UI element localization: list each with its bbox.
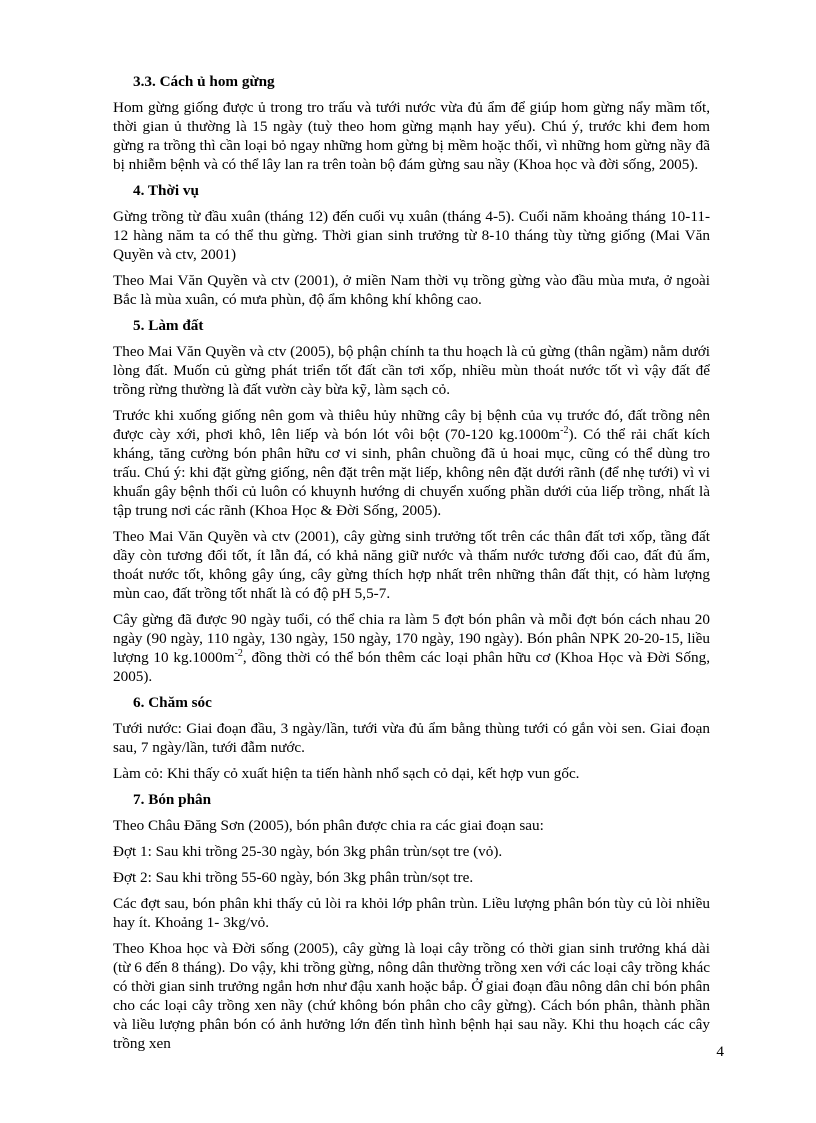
paragraph: Theo Mai Văn Quyền và ctv (2001), cây gừng sinh trưởng tốt trên các thân đất tơi xốp, tầng đất dầy còn tương đối tốt, ít lẫn đá, có khả năng giữ nước và thấm nước tương đối cao, đất đủ ẩm, thoát nước tốt, không gây úng, cây gừng thích hợp nhất trên những thân đất thịt, có hàm lượng mùn cao, đất trồng tốt nhất là có độ pH 5,5-7. (113, 528, 710, 602)
superscript: -2 (234, 647, 243, 659)
paragraph: Hom gừng giống được ủ trong tro trấu và tưới nước vừa đủ ẩm để giúp hom gừng nẩy mầm tốt, thời gian ủ thường là 15 ngày (tuỳ theo hom gừng mạnh hay yếu). Chú ý, trước khi đem hom gừng ra trồng thì cần loại bỏ ngay những hom gừng bị mềm hoặc thối, vì những hom gừng nầy đã bị nhiễm bệnh và có thể lây lan ra trên toàn bộ đám gừng sau nầy (Khoa học và đời sống, 2005). (113, 99, 710, 173)
section-3-3 (113, 72, 710, 174)
paragraph: Tưới nước: Giai đoạn đầu, 3 ngày/lần, tưới vừa đủ ẩm bằng thùng tưới có gắn vòi sen. Giai đoạn sau, 7 ngày/lần, tưới đẫm nước. (113, 720, 710, 756)
section-heading: 4. Thời vụ (133, 182, 199, 199)
page-number: 4 (716, 1043, 724, 1060)
paragraph: Đợt 1: Sau khi trồng 25-30 ngày, bón 3kg phân trùn/sọt tre (vỏ). (113, 843, 503, 860)
paragraph: Đợt 2: Sau khi trồng 55-60 ngày, bón 3kg phân trùn/sọt tre. (113, 869, 474, 886)
paragraph: Theo Châu Đăng Sơn (2005), bón phân được chia ra các giai đoạn sau: (113, 817, 544, 834)
section-4 (113, 181, 710, 309)
paragraph: Làm cỏ: Khi thấy cỏ xuất hiện ta tiến hành nhổ sạch cỏ dại, kết hợp vun gốc. (113, 765, 580, 782)
paragraph: Gừng trồng từ đầu xuân (tháng 12) đến cuối vụ xuân (tháng 4-5). Cuối năm khoảng tháng 10-11-12 hàng năm ta có thể thu gừng. Thời gian sinh trưởng từ 8-10 tháng tùy từng giống (Mai Văn Quyền và ctv, 2001) (113, 208, 710, 263)
text-run: Trước khi xuống giống nên gom và thiêu hủy những cây bị bệnh của vụ trước đó, đất trồng nên được cày xới, phơi khô, lên liếp và bón lót vôi bột (70-120 kg.1000m (113, 407, 710, 443)
paragraph: Theo Mai Văn Quyền và ctv (2001), ở miền Nam thời vụ trồng gừng vào đầu mùa mưa, ở ngoài Bắc là mùa xuân, có mưa phùn, độ ẩm không khí không cao. (113, 272, 710, 308)
superscript: -2 (560, 424, 569, 436)
section-5 (113, 316, 710, 686)
text-run: Cây gừng đã được 90 ngày tuổi, có thể chia ra làm 5 đợt bón phân và mỗi đợt bón cách nhau 20 ngày (90 ngày, 110 ngày, 130 ngày, 150 ngày, 170 ngày, 190 ngày). Bón phân NPK 20-20-15, liều lượng 10 kg.1000m (113, 611, 710, 666)
paragraph: Theo Mai Văn Quyền và ctv (2005), bộ phận chính ta thu hoạch là củ gừng (thân ngầm) nằm dưới lòng đất. Muốn củ gừng phát triển tốt đất cần tơi xốp, nhiều mùn thoát nước tốt vì vậy đất để trồng rừng thường là đất vườn cày bừa kỹ, làm sạch cỏ. (113, 343, 710, 398)
paragraph: Các đợt sau, bón phân khi thấy củ lòi ra khỏi lớp phân trùn. Liều lượng phân bón tùy củ lòi nhiều hay ít. Khoảng 1- 3kg/vỏ. (113, 895, 710, 931)
paragraph-with-superscript (113, 610, 710, 686)
section-heading: 3.3. Cách ủ hom gừng (133, 73, 275, 90)
document-page (113, 72, 710, 1060)
text-run: ). Có thể rải chất kích kháng, tăng cường bón phân hữu cơ vi sinh, phân chuồng đã ủ hoai mục, cũng có thể dùng tro trấu. Chú ý: khi đặt gừng giống, nên đặt trên mặt liếp, không nên đặt dưới rãnh (để nhẹ tưới) vì vi khuẩn gây bệnh thối củ luôn có khuynh hướng di chuyển xuống phần dưới của liếp trồng, nhất là tập trung nơi các rãnh (Khoa Học & Đời Sống, 2005). (113, 426, 710, 519)
section-heading: 6. Chăm sóc (133, 694, 212, 711)
section-heading: 7. Bón phân (133, 791, 212, 808)
paragraph-with-superscript (113, 406, 710, 520)
section-6 (113, 693, 710, 783)
text-run: , đồng thời có thể bón thêm các loại phân hữu cơ (Khoa Học và Đời Sống, 2005). (113, 649, 711, 685)
section-7 (113, 790, 710, 1053)
paragraph: Theo Khoa học và Đời sống (2005), cây gừng là loại cây trồng có thời gian sinh trưởng khá dài (từ 6 đến 8 tháng). Do vậy, khi trồng gừng, nông dân thường trồng xen với các loại cây trồng khác có thời gian sinh trưởng ngắn hơn như đậu xanh hoặc bắp. Ở giai đoạn đầu nông dân chỉ bón phân cho các loại cây trồng xen nầy (chứ không bón phân cho cây gừng). Cách bón phân, thành phần và liều lượng phân bón có ảnh hưởng lớn đến tình hình bệnh hại sau nầy. Khi thu hoạch các cây trồng xen (113, 940, 710, 1052)
section-heading: 5. Làm đất (133, 317, 204, 334)
